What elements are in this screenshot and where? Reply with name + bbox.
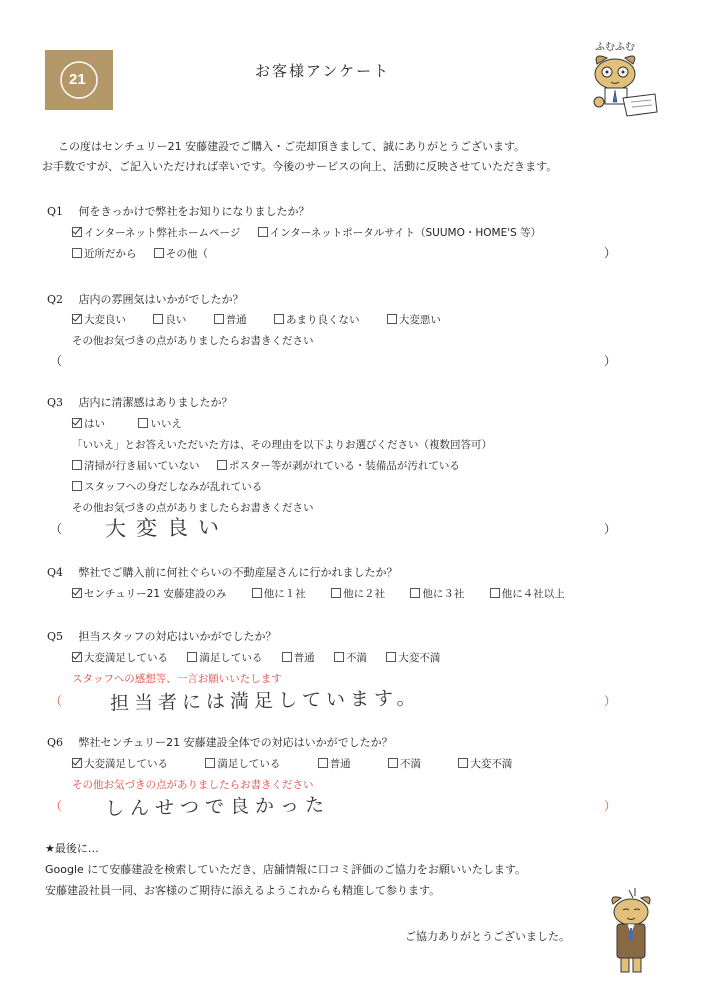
q3-comment-prompt: その他お気づきの点がありましたらお書きください: [72, 502, 314, 514]
century21-logo: [45, 50, 113, 110]
q4-options: [72, 586, 579, 601]
intro-line-2: お手数ですが、ご記入いただければ幸いです。今後のサービスの向上、活動に反映させていただきます。: [42, 160, 558, 173]
q6-option-unsatisfied[interactable]: [388, 756, 421, 771]
option-label: あまり良くない: [286, 314, 360, 326]
question-3: [47, 394, 233, 410]
checkbox[interactable]: [388, 758, 398, 768]
question-6: [47, 734, 393, 750]
question-number: Q1: [47, 205, 64, 218]
question-number: Q6: [47, 736, 64, 749]
option-label: はい: [84, 418, 105, 430]
q1-close-paren: ）: [604, 246, 617, 260]
option-label: 満足している: [199, 652, 263, 664]
checkbox-checked[interactable]: [72, 314, 82, 324]
checkbox[interactable]: [387, 314, 397, 324]
option-label: センチュリー21 安藤建設のみ: [84, 588, 227, 600]
option-label: 大変不満: [398, 652, 441, 664]
option-label: 普通: [225, 314, 247, 326]
q4-option-only[interactable]: [72, 586, 226, 601]
q4-option-3[interactable]: [410, 586, 464, 601]
checkbox[interactable]: [252, 588, 262, 598]
q1-option-portal[interactable]: [258, 225, 541, 240]
q3-reason-cleaning[interactable]: [72, 458, 200, 473]
option-label: 大変満足している: [84, 758, 168, 770]
q2-option-good[interactable]: [153, 312, 186, 327]
option-label: 他に４社以上: [501, 588, 565, 600]
bowing-dog-mascot: [607, 888, 657, 981]
option-label: 普通: [293, 652, 315, 664]
q5-option-unsatisfied[interactable]: [334, 650, 367, 665]
option-label: スタッフへの身だしなみが乱れている: [84, 481, 263, 493]
q3-reasons-row1: [72, 458, 474, 473]
checkbox[interactable]: [214, 314, 224, 324]
checkbox[interactable]: [458, 758, 468, 768]
q5-comment-prompt: スタッフへの感想等、一言お願いいたします: [72, 673, 282, 685]
option-label: 他に２社: [343, 588, 386, 600]
checkbox[interactable]: [386, 652, 396, 662]
q1-options-row2: [72, 246, 222, 261]
option-label: 他に１社: [263, 588, 306, 600]
q1-option-nearby[interactable]: [72, 246, 137, 261]
option-label: 清掃が行き届いていない: [84, 460, 200, 472]
q2-option-very-good[interactable]: [72, 312, 126, 327]
option-label: ポスター等が剥がれている・装備品が汚れている: [228, 460, 460, 472]
option-label: 大変悪い: [398, 314, 441, 326]
checkbox[interactable]: [72, 460, 82, 470]
checkbox[interactable]: [72, 481, 82, 491]
checkbox[interactable]: [154, 248, 164, 258]
checkbox[interactable]: [153, 314, 163, 324]
q5-option-very-unsatisfied[interactable]: [386, 650, 440, 665]
thanks-message: ご協力ありがとうございました。: [405, 930, 570, 943]
q6-close-paren: ）: [604, 799, 617, 813]
dog-icon: [585, 50, 665, 120]
checkbox-checked[interactable]: [72, 227, 82, 237]
option-label: 大変良い: [84, 314, 126, 326]
q6-comment-prompt: その他お気づきの点がありましたらお書きください: [72, 779, 314, 791]
q4-option-4plus[interactable]: [490, 586, 565, 601]
checkbox[interactable]: [217, 460, 227, 470]
q6-option-very-unsatisfied[interactable]: [458, 756, 512, 771]
q2-open-paren: （: [50, 354, 63, 368]
q4-option-1[interactable]: [252, 586, 306, 601]
question-text: 担当スタッフの対応はいかがでしたか？: [78, 630, 277, 643]
q3-close-paren: ）: [604, 522, 617, 536]
question-4: [47, 564, 398, 580]
closing-line-2: 安藤建設社員一同、お客様のご期待に添えるようこれからも精進して参ります。: [45, 884, 441, 897]
question-number: Q4: [47, 566, 64, 579]
closing-line-1: Google にて安藤建設を検索していただき、店舗情報に口コミ評価のご協力をお願いいたします。: [45, 863, 526, 876]
dog-suit-icon: [607, 888, 657, 978]
q2-option-very-bad[interactable]: [387, 312, 441, 327]
q3-reason-prompt: 「いいえ」とお答えいただいた方は、その理由を以下よりお選びください（複数回答可）: [72, 439, 492, 451]
q1-options-row1: [72, 225, 555, 240]
q4-option-2[interactable]: [331, 586, 385, 601]
checkbox[interactable]: [334, 652, 344, 662]
q6-options: [72, 756, 526, 771]
q2-close-paren: ）: [604, 354, 617, 368]
q2-option-normal[interactable]: [214, 312, 247, 327]
logo-text: 21: [69, 71, 86, 88]
q6-option-normal[interactable]: [318, 756, 351, 771]
question-number: Q2: [47, 293, 64, 306]
q2-options: [72, 312, 455, 327]
q1-option-other[interactable]: [154, 246, 208, 261]
checkbox-checked[interactable]: [72, 418, 82, 428]
q5-close-paren: ）: [604, 694, 617, 708]
q3-option-yes[interactable]: [72, 416, 105, 431]
q3-handwritten-answer: 大変良い: [104, 514, 230, 542]
q6-option-very-satisfied[interactable]: [72, 756, 168, 771]
q1-option-homepage[interactable]: [72, 225, 240, 240]
checkbox[interactable]: [410, 588, 420, 598]
q3-reason-posters[interactable]: [217, 458, 460, 473]
option-label: インターネットポータルサイト（SUUMO・HOME'S 等）: [269, 227, 542, 239]
option-label: 不満: [400, 758, 422, 770]
q5-open-paren: （: [50, 694, 63, 708]
option-label: その他（: [165, 248, 208, 260]
question-1: [47, 203, 310, 219]
option-label: インターネット弊社ホームページ: [84, 227, 241, 239]
checkbox[interactable]: [318, 758, 328, 768]
checkbox[interactable]: [72, 248, 82, 258]
q5-option-satisfied[interactable]: [187, 650, 262, 665]
page-title: お客様アンケート: [255, 62, 391, 80]
checkbox[interactable]: [331, 588, 341, 598]
q6-handwritten-answer: しんせつで良かった: [104, 794, 331, 820]
checkbox[interactable]: [205, 758, 215, 768]
checkbox[interactable]: [187, 652, 197, 662]
checkbox[interactable]: [138, 418, 148, 428]
question-text: 店内の雰囲気はいかがでしたか？: [78, 293, 244, 306]
option-label: いいえ: [150, 418, 182, 430]
mascot-speech: ふむふむ: [595, 42, 635, 53]
option-label: 良い: [165, 314, 187, 326]
q5-options: [72, 650, 454, 665]
q6-option-satisfied[interactable]: [205, 756, 280, 771]
closing-heading: ★最後に…: [45, 842, 99, 855]
q6-open-paren: （: [50, 799, 63, 813]
option-label: 近所だから: [84, 248, 137, 260]
checkbox[interactable]: [258, 227, 268, 237]
option-label: 普通: [329, 758, 351, 770]
question-text: 弊社センチュリー21 安藤建設全体での対応はいかがでしたか？: [78, 736, 393, 749]
question-number: Q5: [47, 630, 64, 643]
checkbox[interactable]: [282, 652, 292, 662]
intro-line-1: この度はセンチュリー21 安藤建設でご購入・ご売却頂きまして、誠にありがとうございます。: [58, 140, 526, 153]
option-label: 他に３社: [422, 588, 465, 600]
q5-option-normal[interactable]: [282, 650, 315, 665]
q3-open-paren: （: [50, 522, 63, 536]
option-label: 満足している: [217, 758, 281, 770]
option-label: 大変満足している: [84, 652, 168, 664]
q3-option-no[interactable]: [138, 416, 182, 431]
q5-option-very-satisfied[interactable]: [72, 650, 168, 665]
checkbox-checked[interactable]: [72, 652, 82, 662]
checkbox-checked[interactable]: [72, 588, 82, 598]
q3-reasons-row2: [72, 479, 276, 494]
question-number: Q3: [47, 396, 64, 409]
question-text: 弊社でご購入前に何社ぐらいの不動産屋さんに行かれましたか？: [78, 566, 398, 579]
q2-comment-prompt: その他お気づきの点がありましたらお書きください: [72, 335, 314, 347]
question-text: 店内に清潔感はありましたか？: [78, 396, 233, 409]
question-2: [47, 291, 244, 307]
question-5: [47, 628, 277, 644]
option-label: 不満: [346, 652, 368, 664]
option-label: 大変不満: [470, 758, 513, 770]
q5-handwritten-answer: 担当者には満足しています。: [109, 687, 421, 715]
q3-reason-staff-appearance[interactable]: [72, 479, 262, 494]
question-text: 何をきっかけで弊社をお知りになりましたか？: [78, 205, 310, 218]
checkbox[interactable]: [490, 588, 500, 598]
q2-option-not-good[interactable]: [274, 312, 360, 327]
checkbox[interactable]: [274, 314, 284, 324]
checkbox-checked[interactable]: [72, 758, 82, 768]
q3-options: [72, 416, 196, 431]
